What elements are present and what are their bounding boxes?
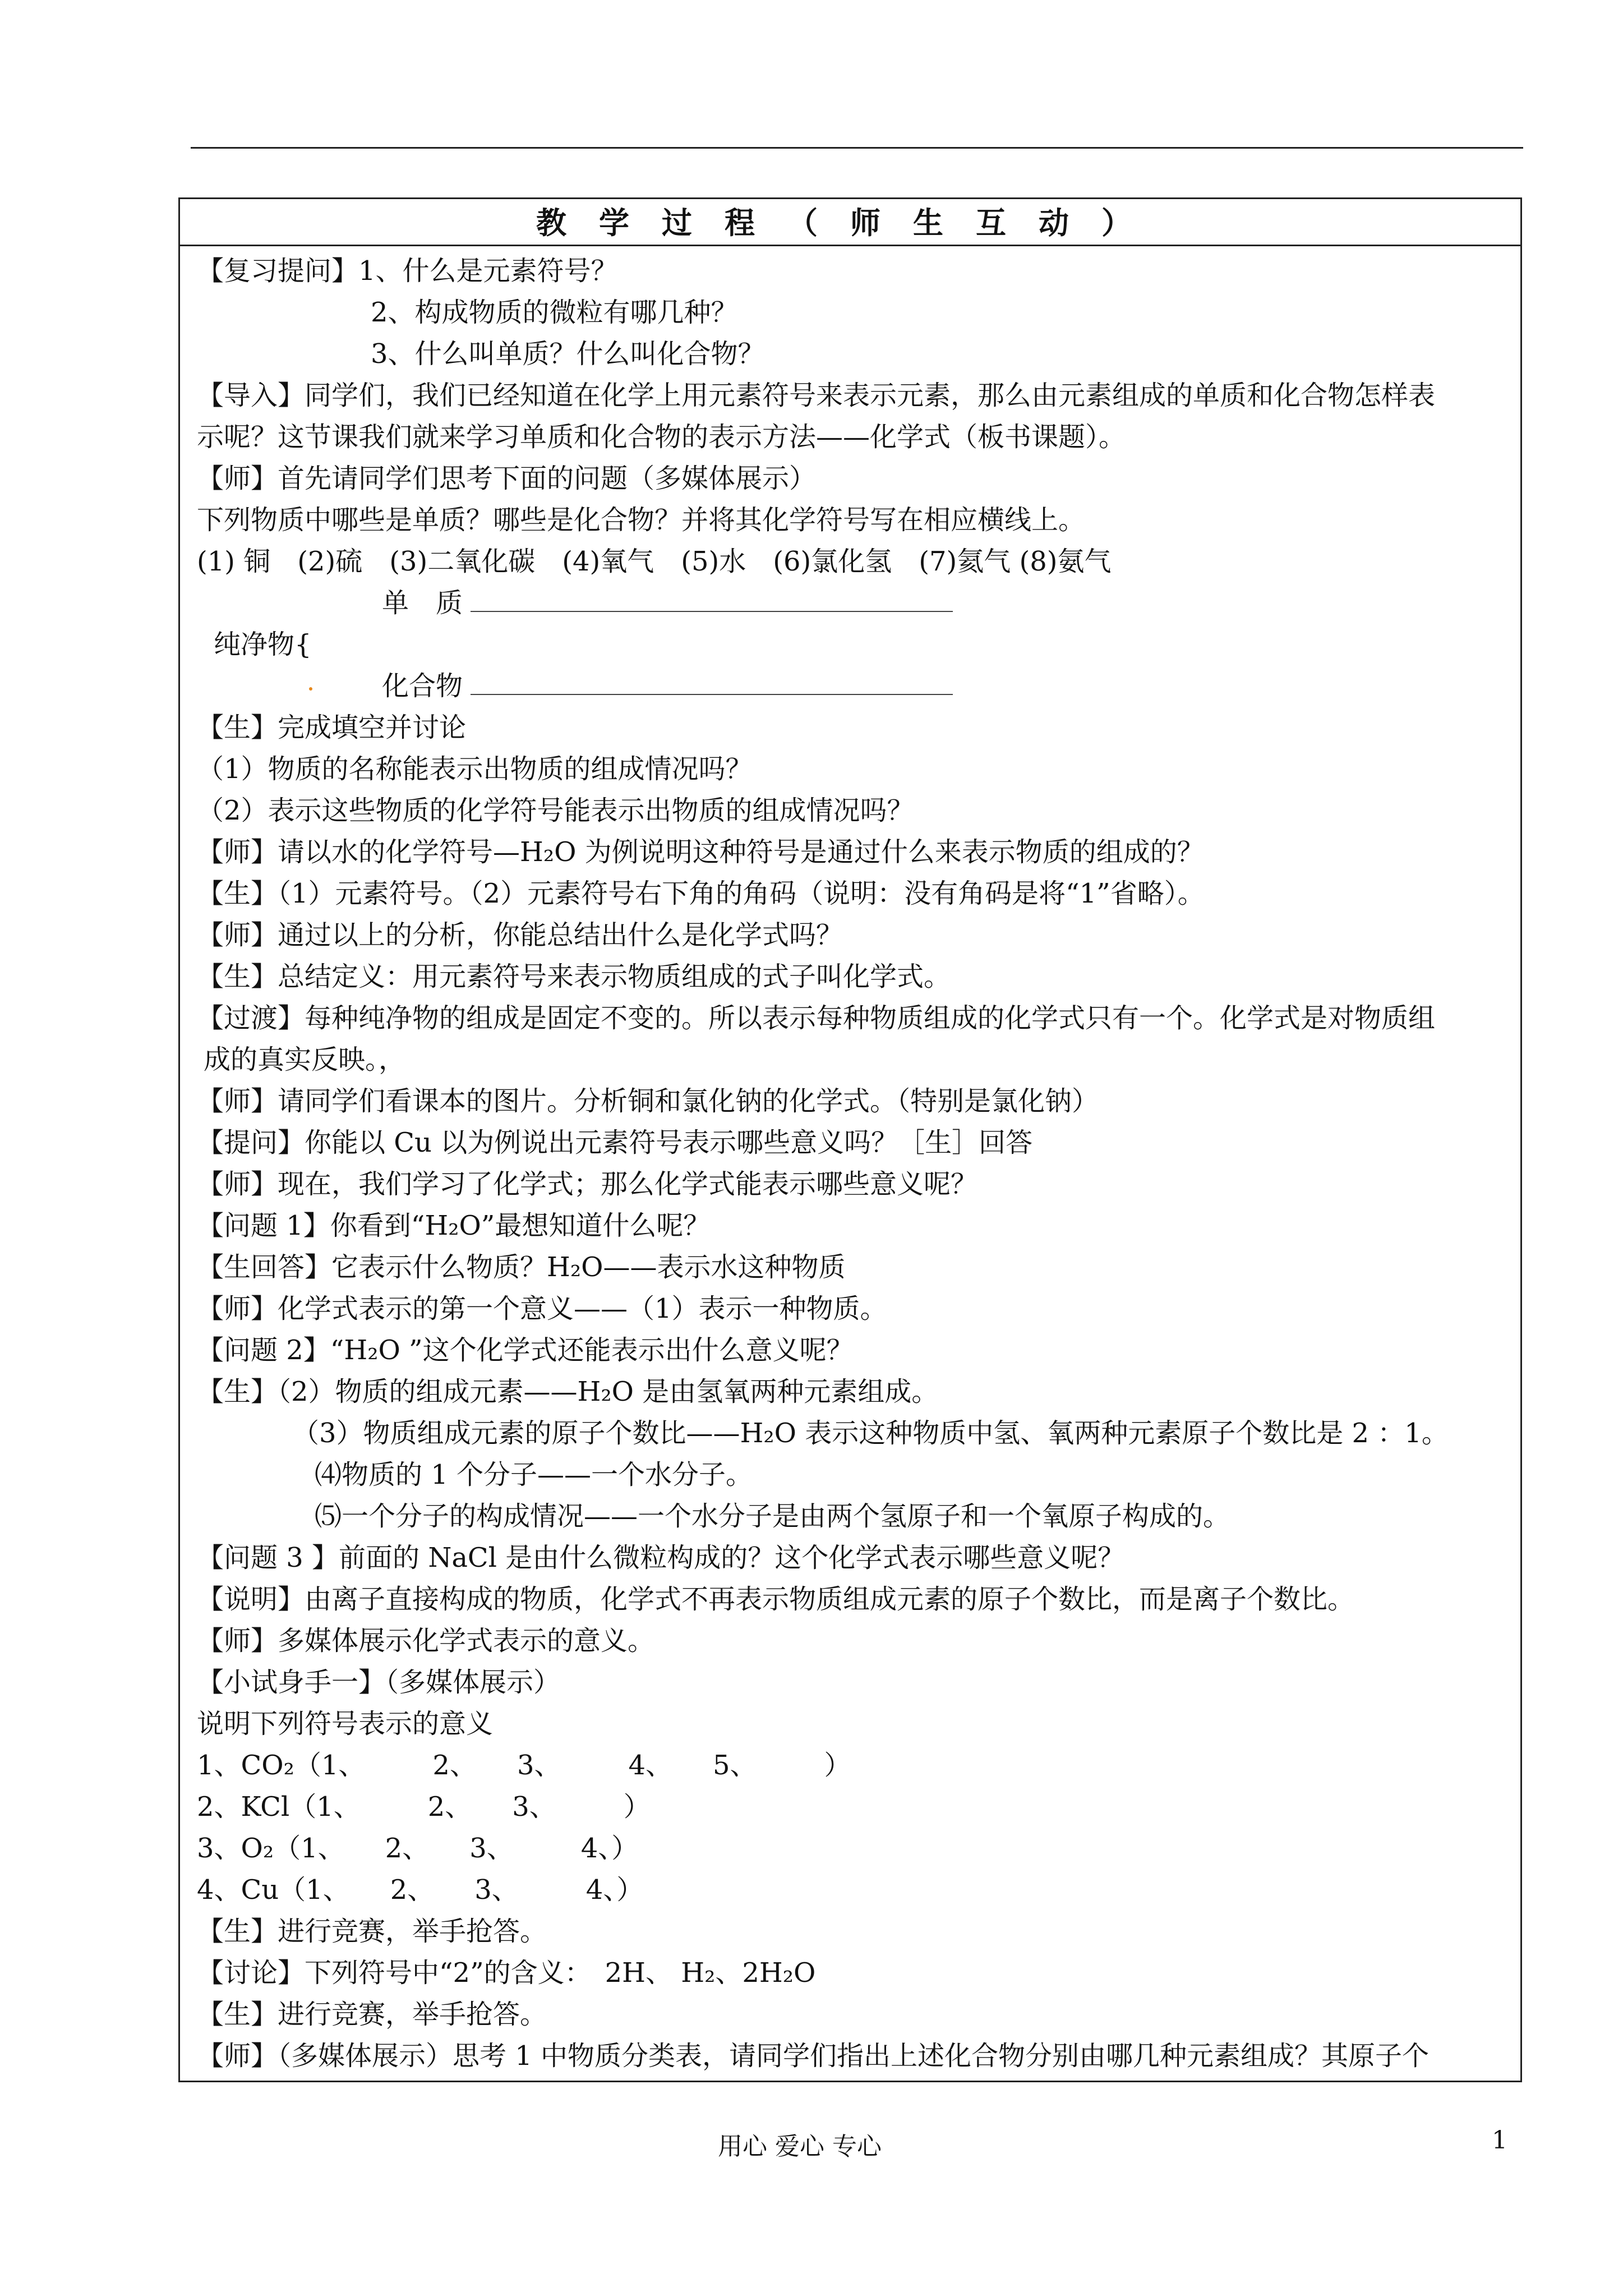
label-element: 单 质 xyxy=(382,587,463,619)
text-line: 【师】首先请同学们思考下面的问题（多媒体展示） xyxy=(197,463,817,494)
page-number: 1 xyxy=(1492,2126,1507,2155)
text-line: ⑷物质的 1 个分子——一个水分子。 xyxy=(315,1459,753,1490)
text-line: （3）物质组成元素的原子个数比——H₂O 表示这种物质中氢、氧两种元素原子个数比是 2 ：1。 xyxy=(292,1418,1449,1449)
text-line: 3、什么叫单质？什么叫化合物？ xyxy=(371,338,765,370)
text-line: 【问题 1】你看到“H₂O”最想知道什么呢？ xyxy=(197,1210,711,1241)
text-line: 成的真实反映。， xyxy=(204,1044,406,1075)
text-line: （1）物质的名称能表示出物质的组成情况吗？ xyxy=(197,753,753,785)
text-line: ⑸一个分子的构成情况——一个水分子是由两个氢原子和一个氧原子构成的。 xyxy=(315,1501,1230,1532)
text-line: 【过渡】每种纯净物的组成是固定不变的。所以表示每种物质组成的化学式只有一个。化学式是对物质组 xyxy=(197,1002,1436,1034)
blank-underline xyxy=(471,588,953,612)
text-line: 示呢？这节课我们就来学习单质和化合物的表示方法——化学式（板书课题）。 xyxy=(197,421,1126,453)
text-line: 2、KCl（1、 2、 3、 ） xyxy=(197,1791,651,1823)
text-line: 【讨论】下列符号中“2”的含义： 2H、 H₂、2H₂O xyxy=(197,1957,816,1989)
text-line: 【师】请以水的化学符号—H₂O 为例说明这种符号是通过什么来表示物质的组成的？ xyxy=(197,836,1204,868)
text-line: 1、CO₂（1、 2、 3、 4、 5、 ） xyxy=(197,1750,851,1781)
text-line: 【问题 3 】前面的 NaCl 是由什么微粒构成的？这个化学式表示哪些意义呢？ xyxy=(197,1542,1125,1573)
text-line: 下列物质中哪些是单质？哪些是化合物？并将其化学符号写在相应横线上。 xyxy=(197,504,1086,536)
text-line: 【说明】由离子直接构成的物质，化学式不再表示物质组成元素的原子个数比，而是离子个数比。 xyxy=(197,1584,1355,1615)
header-rule xyxy=(191,147,1523,149)
text-line: （2）表示这些物质的化学符号能表示出物质的组成情况吗？ xyxy=(197,795,914,826)
text-line: 【师】请同学们看课本的图片。分析铜和氯化钠的化学式。（特别是氯化钠） xyxy=(197,1085,1099,1117)
text-line: 【师】多媒体展示化学式表示的意义。 xyxy=(197,1625,655,1657)
lesson-table xyxy=(178,197,1522,2082)
text-line: 【复习提问】1、什么是元素符号？ xyxy=(197,255,618,287)
text-line: 【师】化学式表示的第一个意义——（1）表示一种物质。 xyxy=(197,1293,887,1324)
footer-motto: 用心 爱心 专心 xyxy=(718,2132,882,2161)
text-line: 【问题 2】“H₂O ”这个化学式还能表示出什么意义呢？ xyxy=(197,1335,854,1366)
table-title-row xyxy=(180,199,1520,246)
text-line: 【小试身手一】（多媒体展示） xyxy=(197,1667,561,1698)
fill-line-compound xyxy=(382,669,953,703)
text-line: 【生回答】它表示什么物质？H₂O——表示水这种物质 xyxy=(197,1251,846,1283)
text-line: 【生】总结定义：用元素符号来表示物质组成的式子叫化学式。 xyxy=(197,961,951,992)
table-title: 教学过程（师生互动） xyxy=(536,205,1164,241)
text-line: 4、Cu（1、 2、 3、 4、） xyxy=(197,1874,644,1906)
text-line: 【师】通过以上的分析，你能总结出什么是化学式吗？ xyxy=(197,919,843,951)
text-line: 【生】进行竞赛，举手抢答。 xyxy=(197,1916,547,1947)
text-line: (1) 铜 (2)硫 (3)二氧化碳 (4)氧气 (5)水 (6)氯化氢 (7)氦气 (8)氨气 xyxy=(197,546,1112,577)
text-line: 3、O₂（1、 2、 3、 4、） xyxy=(197,1833,639,1864)
text-line: 【生】进行竞赛，举手抢答。 xyxy=(197,1999,547,2030)
text-line: 【生】（1）元素符号。（2）元素符号右下角的角码（说明：没有角码是将“1”省略）。 xyxy=(197,878,1205,909)
stray-mark xyxy=(309,687,312,691)
text-line: 2、构成物质的微粒有哪几种？ xyxy=(371,297,738,328)
text-line: 【提问】你能以 Cu 以为例说出元素符号表示哪些意义吗？［生］回答 xyxy=(197,1127,1033,1158)
text-line: 【师】（多媒体展示）思考 1 中物质分类表，请同学们指出上述化合物分别由哪几种元素组成？其原子个 xyxy=(197,2040,1430,2072)
text-line: 【导入】同学们，我们已经知道在化学上用元素符号来表示元素，那么由元素组成的单质和化合物怎样表 xyxy=(197,380,1436,411)
blank-underline xyxy=(471,671,953,695)
text-line: 【师】现在，我们学习了化学式；那么化学式能表示哪些意义呢？ xyxy=(197,1168,978,1200)
fill-line-element xyxy=(382,586,953,620)
text-line: 说明下列符号表示的意义 xyxy=(197,1708,494,1740)
text-line: 【生】完成填空并讨论 xyxy=(197,712,467,743)
label-compound: 化合物 xyxy=(382,670,463,702)
text-line: 纯净物{ xyxy=(214,629,312,660)
text-line: 【生】（2）物质的组成元素——H₂O 是由氢氧两种元素组成。 xyxy=(197,1376,939,1407)
